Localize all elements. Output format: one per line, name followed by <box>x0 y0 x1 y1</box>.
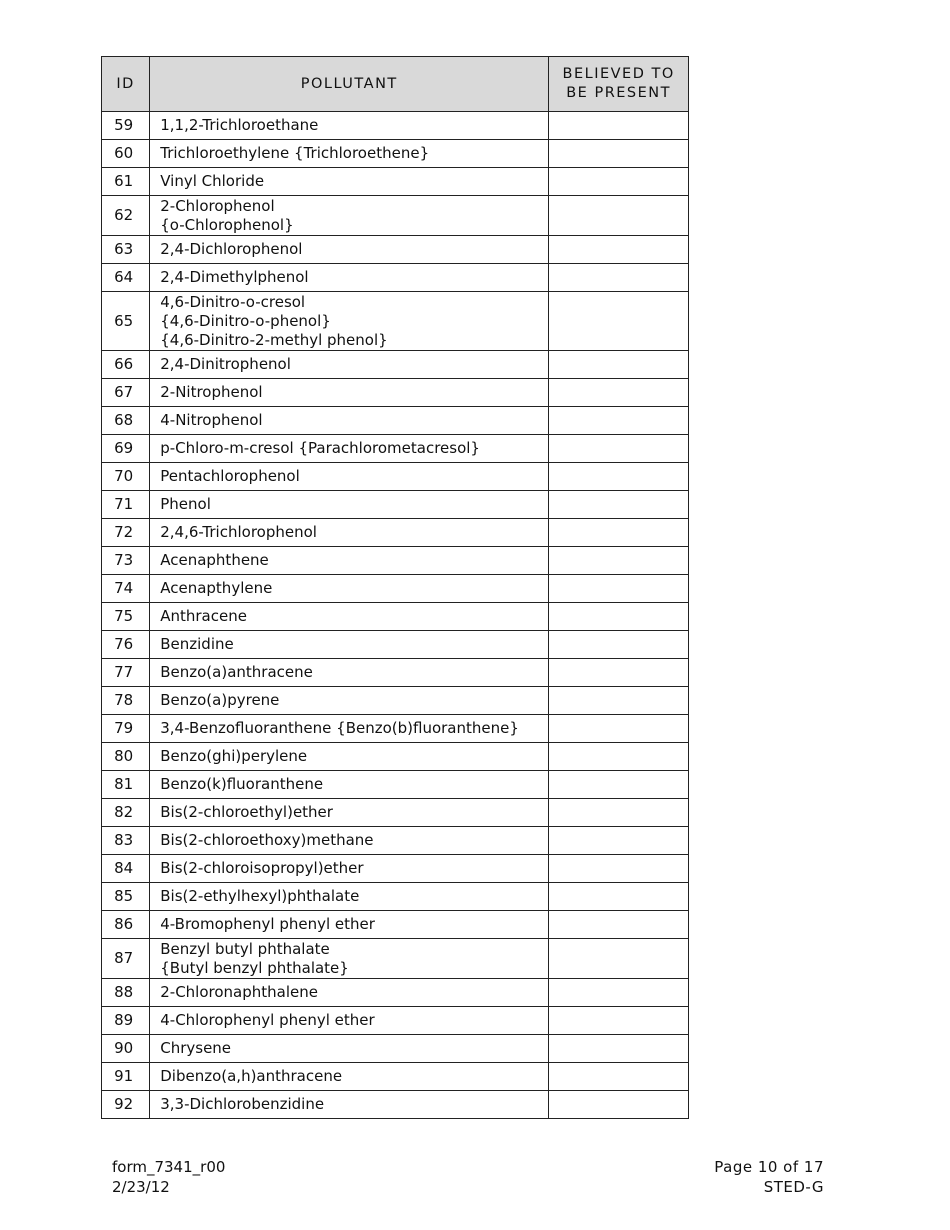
table-row <box>102 575 689 603</box>
pollutant-name-line: Vinyl Chloride <box>160 172 265 190</box>
pollutant-id: 66 <box>102 351 150 379</box>
pollutant-name-line: Phenol <box>160 495 211 513</box>
pollutant-name-line: Chrysene <box>160 1039 232 1057</box>
believed-present-cell[interactable] <box>549 1007 689 1035</box>
pollutant-name <box>150 659 549 687</box>
table-row <box>102 979 689 1007</box>
table-row <box>102 112 689 140</box>
pollutant-id: 78 <box>102 687 150 715</box>
pollutant-name-line: 2,4-Dinitrophenol <box>160 355 291 373</box>
pollutant-id: 82 <box>102 799 150 827</box>
believed-present-cell[interactable] <box>549 603 689 631</box>
table-row <box>102 883 689 911</box>
table-row <box>102 379 689 407</box>
table-row <box>102 799 689 827</box>
pollutant-id: 79 <box>102 715 150 743</box>
believed-present-cell[interactable] <box>549 519 689 547</box>
pollutant-name-line: 2-Chloronaphthalene <box>160 983 318 1001</box>
believed-present-cell[interactable] <box>549 659 689 687</box>
pollutant-id: 72 <box>102 519 150 547</box>
table-row <box>102 236 689 264</box>
believed-present-cell[interactable] <box>549 979 689 1007</box>
header-believed-line1: BELIEVED TO <box>562 66 675 82</box>
believed-present-cell[interactable] <box>549 911 689 939</box>
pollutant-name-line: Benzyl butyl phthalate <box>160 939 330 958</box>
believed-present-cell[interactable] <box>549 799 689 827</box>
pollutant-name-line: Bis(2-chloroisopropyl)ether <box>160 859 364 877</box>
pollutant-name <box>150 631 549 659</box>
header-pollutant: POLLUTANT <box>150 57 549 112</box>
pollutant-name-line: Dibenzo(a,h)anthracene <box>160 1067 343 1085</box>
believed-present-cell[interactable] <box>549 168 689 196</box>
pollutant-name <box>150 1091 549 1119</box>
pollutant-name-line: p-Chloro-m-cresol {Parachlorometacresol} <box>160 439 480 457</box>
pollutant-id: 75 <box>102 603 150 631</box>
form-id: form_7341_r00 <box>112 1158 226 1176</box>
pollutant-name <box>150 519 549 547</box>
form-date: 2/23/12 <box>112 1178 170 1196</box>
table-row <box>102 687 689 715</box>
document-code: STED-G <box>763 1178 824 1196</box>
pollutant-id: 87 <box>102 939 150 979</box>
pollutant-name <box>150 292 549 351</box>
table-row <box>102 168 689 196</box>
believed-present-cell[interactable] <box>549 771 689 799</box>
believed-present-cell[interactable] <box>549 1035 689 1063</box>
pollutant-id: 90 <box>102 1035 150 1063</box>
table-header-row <box>102 57 689 112</box>
pollutant-name <box>150 168 549 196</box>
pollutant-id: 91 <box>102 1063 150 1091</box>
believed-present-cell[interactable] <box>549 939 689 979</box>
pollutant-id: 85 <box>102 883 150 911</box>
pollutant-id: 80 <box>102 743 150 771</box>
pollutant-name <box>150 407 549 435</box>
table-row <box>102 827 689 855</box>
table-row <box>102 435 689 463</box>
pollutant-id: 67 <box>102 379 150 407</box>
table-row <box>102 1063 689 1091</box>
believed-present-cell[interactable] <box>549 264 689 292</box>
pollutant-name-line: {4,6-Dinitro-2-methyl phenol} <box>160 330 388 349</box>
believed-present-cell[interactable] <box>549 687 689 715</box>
pollutant-name <box>150 911 549 939</box>
pollutant-id: 64 <box>102 264 150 292</box>
table-row <box>102 771 689 799</box>
pollutant-id: 61 <box>102 168 150 196</box>
pollutant-name-line: Bis(2-chloroethoxy)methane <box>160 831 374 849</box>
pollutant-table <box>101 56 689 1119</box>
pollutant-id: 74 <box>102 575 150 603</box>
pollutant-name-line: Bis(2-ethylhexyl)phthalate <box>160 887 360 905</box>
pollutant-name-line: Anthracene <box>160 607 247 625</box>
pollutant-id: 70 <box>102 463 150 491</box>
pollutant-name-line: 4,6-Dinitro-o-cresol <box>160 292 306 311</box>
pollutant-name-line: 3,4-Benzofluoranthene {Benzo(b)fluoranthene} <box>160 719 519 737</box>
believed-present-cell[interactable] <box>549 351 689 379</box>
table-row <box>102 911 689 939</box>
pollutant-name <box>150 855 549 883</box>
table-row <box>102 939 689 979</box>
pollutant-name <box>150 491 549 519</box>
pollutant-name <box>150 743 549 771</box>
pollutant-name-line: Benzidine <box>160 635 234 653</box>
pollutant-name-line: {4,6-Dinitro-o-phenol} <box>160 311 331 330</box>
pollutant-name <box>150 379 549 407</box>
pollutant-name <box>150 715 549 743</box>
header-believed-line2: BE PRESENT <box>566 85 672 101</box>
table-row <box>102 659 689 687</box>
believed-present-cell[interactable] <box>549 1091 689 1119</box>
pollutant-name <box>150 351 549 379</box>
pollutant-name <box>150 547 549 575</box>
table-row <box>102 715 689 743</box>
pollutant-name-line: Acenaphthene <box>160 551 269 569</box>
pollutant-id: 77 <box>102 659 150 687</box>
table-row <box>102 519 689 547</box>
believed-present-cell[interactable] <box>549 575 689 603</box>
believed-present-cell[interactable] <box>549 715 689 743</box>
pollutant-name-line: 4-Nitrophenol <box>160 411 263 429</box>
pollutant-name <box>150 771 549 799</box>
table-row <box>102 196 689 236</box>
pollutant-name <box>150 236 549 264</box>
believed-present-cell[interactable] <box>549 827 689 855</box>
pollutant-id: 71 <box>102 491 150 519</box>
pollutant-id: 92 <box>102 1091 150 1119</box>
believed-present-cell[interactable] <box>549 236 689 264</box>
pollutant-name-line: Pentachlorophenol <box>160 467 300 485</box>
believed-present-cell[interactable] <box>549 196 689 236</box>
pollutant-name <box>150 1007 549 1035</box>
pollutant-name <box>150 1035 549 1063</box>
footer-right <box>714 1157 824 1197</box>
pollutant-name-line: Benzo(k)fluoranthene <box>160 775 324 793</box>
pollutant-name-line: Benzo(a)pyrene <box>160 691 280 709</box>
believed-present-cell[interactable] <box>549 743 689 771</box>
pollutant-name <box>150 979 549 1007</box>
pollutant-id: 62 <box>102 196 150 236</box>
pollutant-name-line: 2-Chlorophenol <box>160 196 275 215</box>
pollutant-id: 69 <box>102 435 150 463</box>
pollutant-name-line: 1,1,2-Trichloroethane <box>160 116 319 134</box>
believed-present-cell[interactable] <box>549 631 689 659</box>
believed-present-cell[interactable] <box>549 407 689 435</box>
pollutant-name <box>150 1063 549 1091</box>
pollutant-name-line: Trichloroethylene {Trichloroethene} <box>160 144 430 162</box>
pollutant-id: 60 <box>102 140 150 168</box>
table-row <box>102 631 689 659</box>
pollutant-name-line: {Butyl benzyl phthalate} <box>160 958 349 977</box>
table-row <box>102 463 689 491</box>
pollutant-id: 84 <box>102 855 150 883</box>
pollutant-name-line: 2,4,6-Trichlorophenol <box>160 523 317 541</box>
believed-present-cell[interactable] <box>549 435 689 463</box>
table-row <box>102 603 689 631</box>
table-row <box>102 292 689 351</box>
pollutant-name <box>150 112 549 140</box>
pollutant-id: 86 <box>102 911 150 939</box>
table-row <box>102 140 689 168</box>
table-row <box>102 743 689 771</box>
pollutant-name-line: 4-Chlorophenyl phenyl ether <box>160 1011 375 1029</box>
pollutant-name-line: 2-Nitrophenol <box>160 383 263 401</box>
pollutant-name <box>150 435 549 463</box>
table-row <box>102 547 689 575</box>
pollutant-name <box>150 463 549 491</box>
pollutant-name <box>150 575 549 603</box>
pollutant-name <box>150 827 549 855</box>
believed-present-cell[interactable] <box>549 491 689 519</box>
believed-present-cell[interactable] <box>549 883 689 911</box>
pollutant-name-line: Acenapthylene <box>160 579 273 597</box>
pollutant-name <box>150 603 549 631</box>
pollutant-name-line: Bis(2-chloroethyl)ether <box>160 803 333 821</box>
pollutant-id: 68 <box>102 407 150 435</box>
table-row <box>102 491 689 519</box>
pollutant-name-line: Benzo(ghi)perylene <box>160 747 308 765</box>
pollutant-name-line: 3,3-Dichlorobenzidine <box>160 1095 325 1113</box>
pollutant-name <box>150 687 549 715</box>
pollutant-name <box>150 883 549 911</box>
pollutant-id: 83 <box>102 827 150 855</box>
believed-present-cell[interactable] <box>549 855 689 883</box>
footer-left <box>112 1157 225 1197</box>
pollutant-name-line: 2,4-Dimethylphenol <box>160 268 309 286</box>
pollutant-name <box>150 264 549 292</box>
pollutant-name <box>150 140 549 168</box>
pollutant-id: 73 <box>102 547 150 575</box>
believed-present-cell[interactable] <box>549 112 689 140</box>
pollutant-id: 65 <box>102 292 150 351</box>
pollutant-id: 63 <box>102 236 150 264</box>
header-id: ID <box>102 57 150 112</box>
believed-present-cell[interactable] <box>549 140 689 168</box>
believed-present-cell[interactable] <box>549 547 689 575</box>
pollutant-name <box>150 799 549 827</box>
table-row <box>102 264 689 292</box>
believed-present-cell[interactable] <box>549 1063 689 1091</box>
pollutant-name-line: 2,4-Dichlorophenol <box>160 240 303 258</box>
pollutant-id: 76 <box>102 631 150 659</box>
pollutant-name-line: 4-Bromophenyl phenyl ether <box>160 915 375 933</box>
table-row <box>102 407 689 435</box>
pollutant-name <box>150 196 549 236</box>
pollutant-id: 59 <box>102 112 150 140</box>
believed-present-cell[interactable] <box>549 379 689 407</box>
pollutant-name <box>150 939 549 979</box>
table-row <box>102 351 689 379</box>
table-row <box>102 1007 689 1035</box>
pollutant-id: 89 <box>102 1007 150 1035</box>
pollutant-id: 88 <box>102 979 150 1007</box>
pollutant-name-line: {o-Chlorophenol} <box>160 215 294 234</box>
table-row <box>102 1035 689 1063</box>
believed-present-cell[interactable] <box>549 463 689 491</box>
table-row <box>102 855 689 883</box>
believed-present-cell[interactable] <box>549 292 689 351</box>
header-believed-present <box>549 57 689 112</box>
page-number: Page 10 of 17 <box>714 1158 824 1176</box>
pollutant-name-line: Benzo(a)anthracene <box>160 663 313 681</box>
table-row <box>102 1091 689 1119</box>
pollutant-id: 81 <box>102 771 150 799</box>
